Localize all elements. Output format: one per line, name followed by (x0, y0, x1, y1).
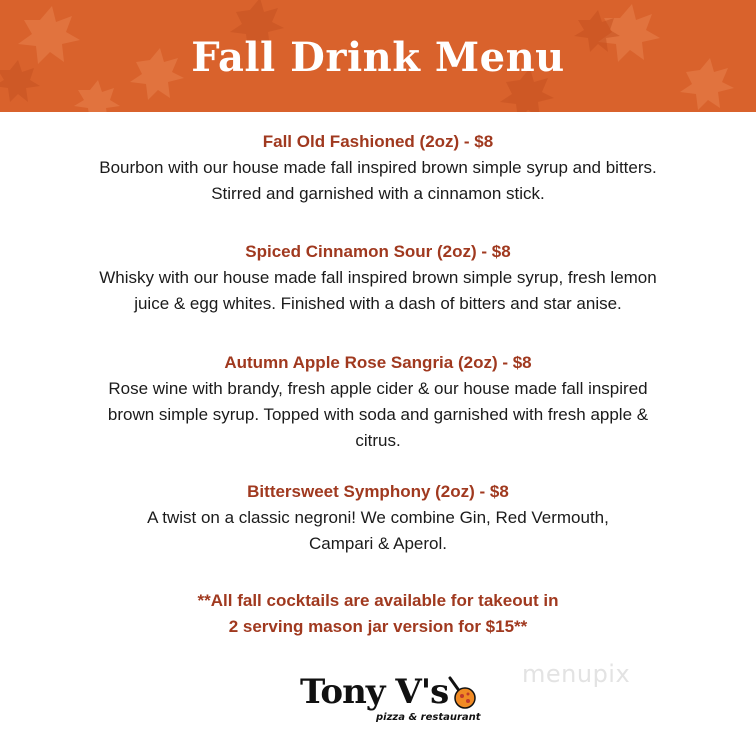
watermark: menupix (522, 660, 631, 688)
menu-item-title: Spiced Cinnamon Sour (2oz) - $8 (245, 242, 511, 261)
menu-item-title: Fall Old Fashioned (2oz) - $8 (262, 132, 494, 151)
pizza-peel-icon (446, 676, 476, 710)
menu-item (40, 479, 716, 557)
menu-item-title: Bittersweet Symphony (2oz) - $8 (247, 482, 509, 501)
menu-item-description-line: citrus. (355, 431, 401, 450)
menu-item-description-line: Rose wine with brandy, fresh apple cider & our house made fall inspired (108, 379, 648, 398)
takeout-note (80, 588, 676, 640)
restaurant-logo (300, 672, 480, 732)
menu-item-description-line: Stirred and garnished with a cinnamon stick. (211, 184, 545, 203)
takeout-note-line: 2 serving mason jar version for $15** (228, 617, 528, 636)
menu-item-description-line: Bourbon with our house made fall inspired brown simple syrup and bitters. (99, 158, 657, 177)
menu-item (40, 239, 716, 317)
logo-tagline: pizza & restaurant (376, 712, 481, 723)
menu-item (40, 350, 716, 454)
menu-item (40, 129, 716, 207)
menu-item-description-line: juice & egg whites. Finished with a dash of bitters and star anise. (134, 294, 622, 313)
header-banner (0, 0, 756, 112)
menu-item-description-line: Campari & Aperol. (309, 534, 447, 553)
page-title: Fall Drink Menu (191, 34, 565, 81)
logo-name: Tony V's (300, 672, 449, 712)
menu-item-title: Autumn Apple Rose Sangria (2oz) - $8 (224, 353, 532, 372)
menu-item-description-line: A twist on a classic negroni! We combine Gin, Red Vermouth, (147, 508, 609, 527)
menu-item-description-line: brown simple syrup. Topped with soda and garnished with fresh apple & (107, 405, 649, 424)
menu-item-description-line: Whisky with our house made fall inspired brown simple syrup, fresh lemon (99, 268, 657, 287)
takeout-note-line: **All fall cocktails are available for takeout in (197, 591, 559, 610)
